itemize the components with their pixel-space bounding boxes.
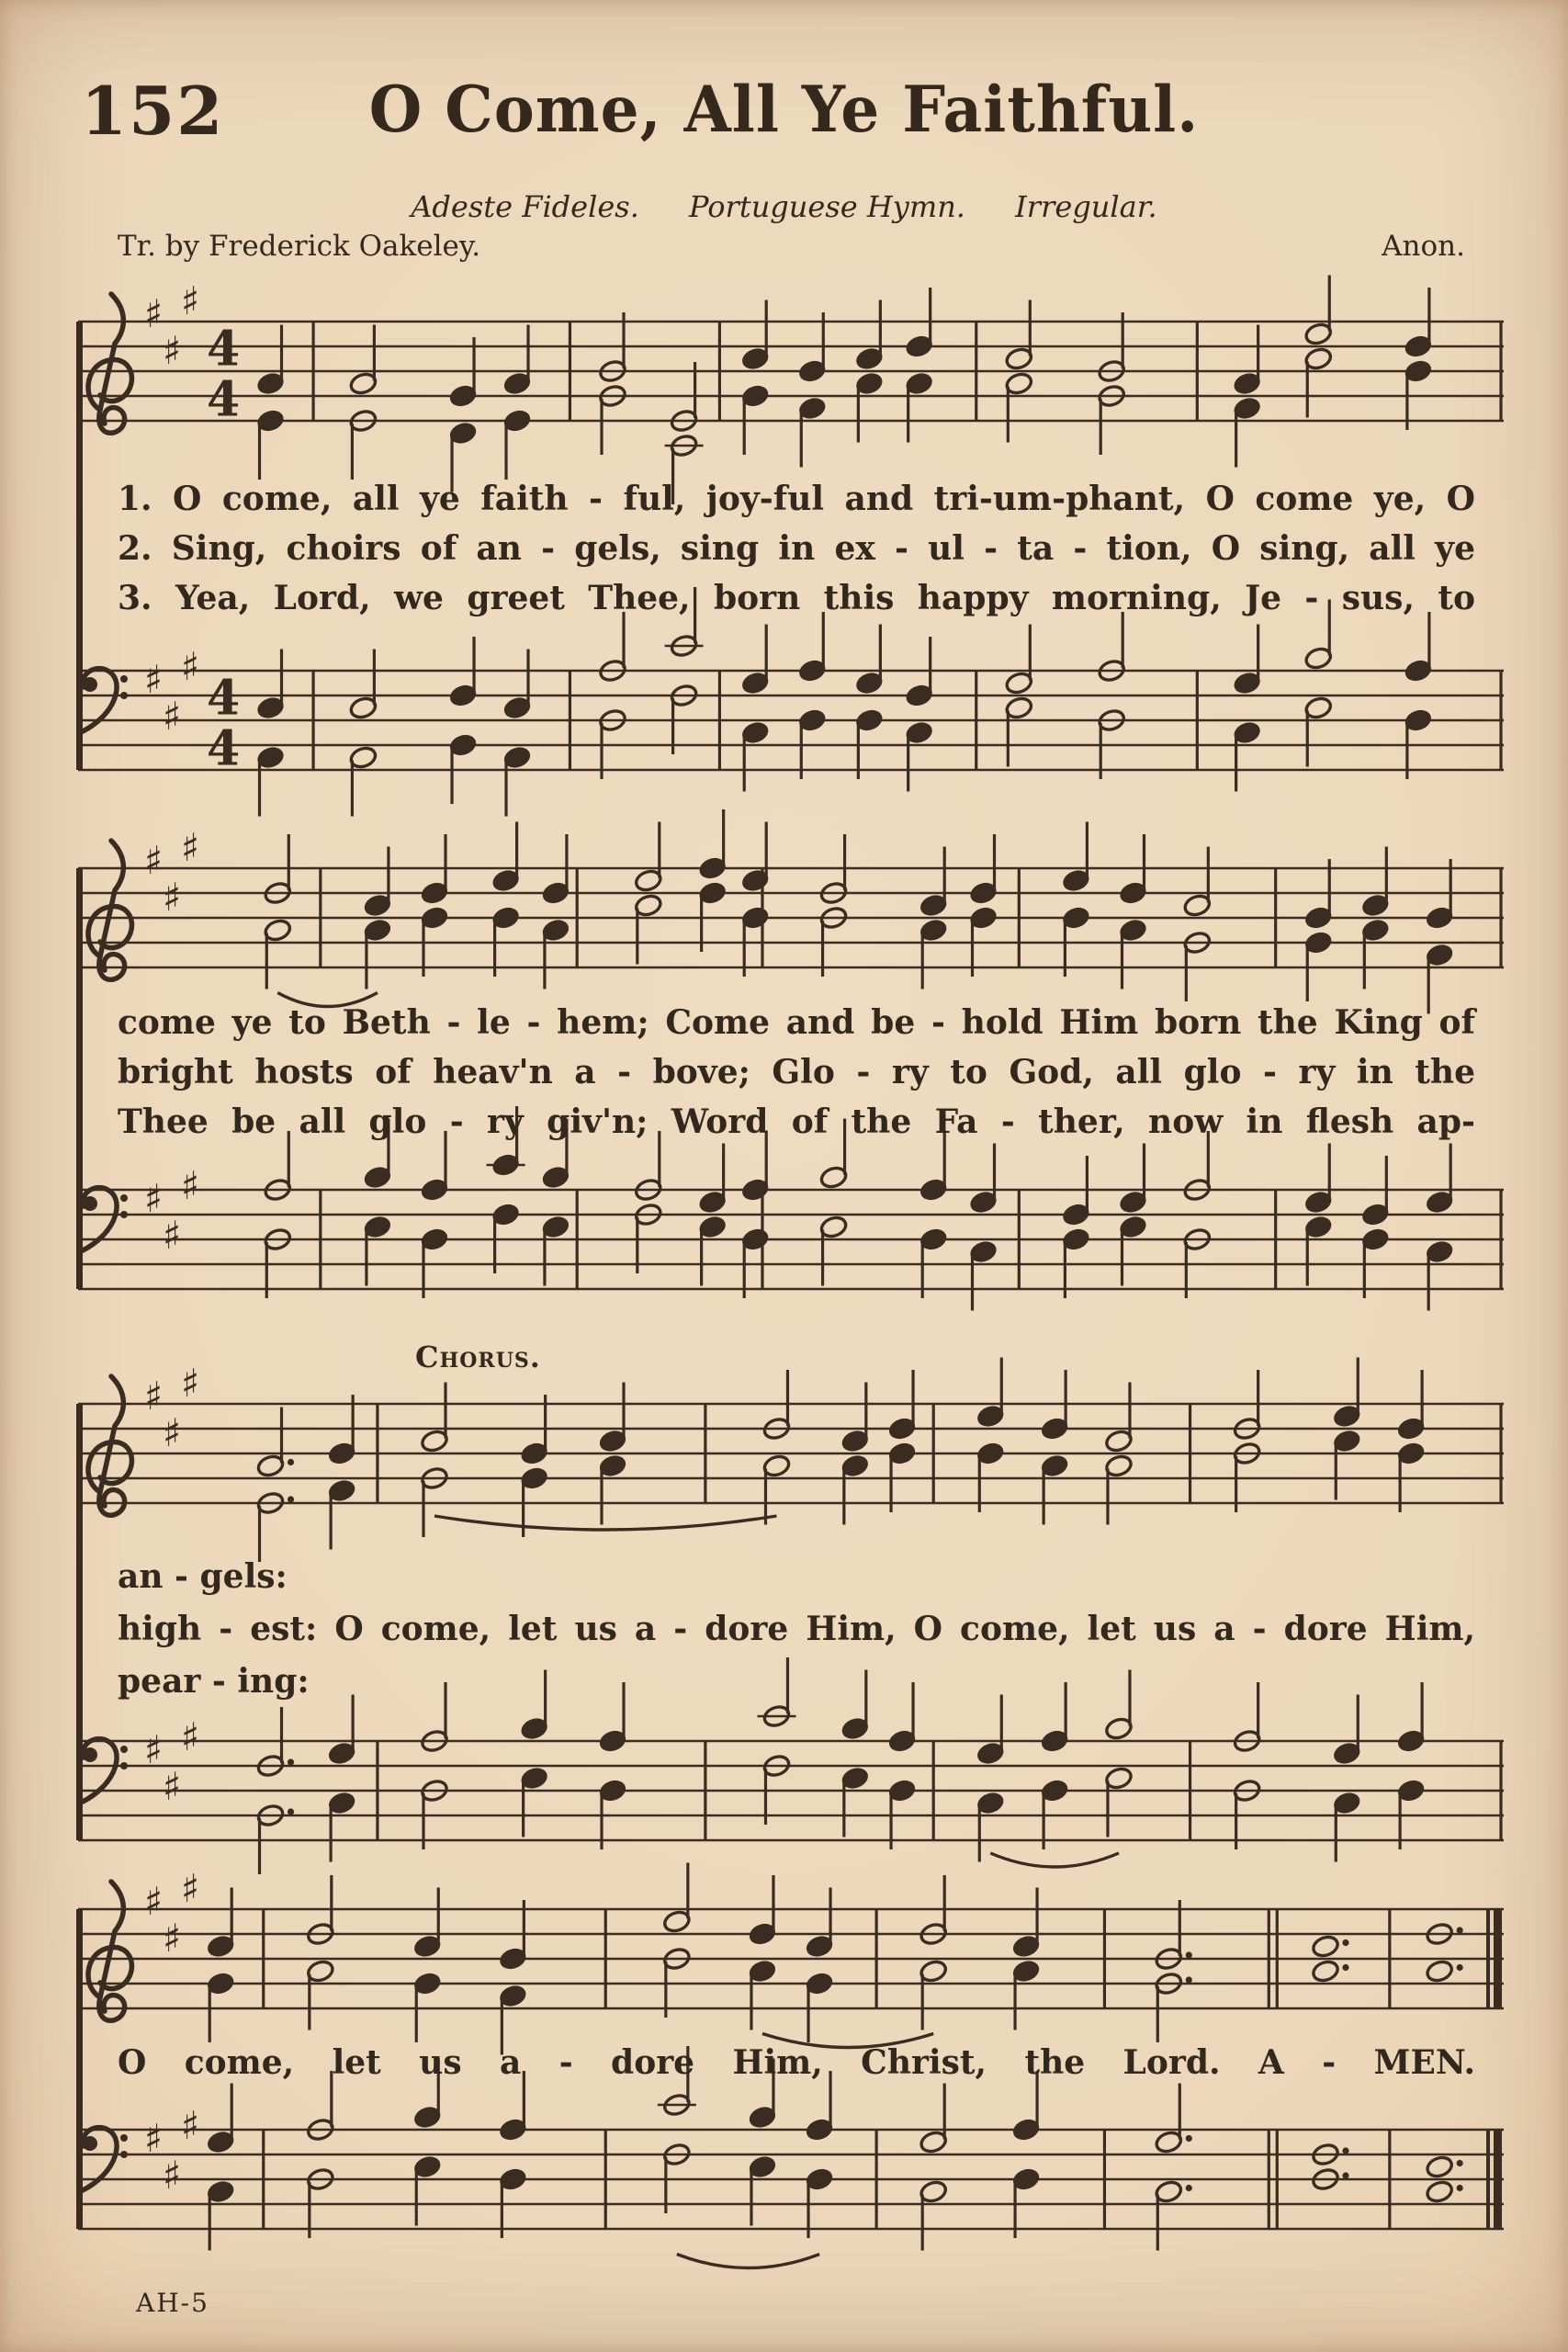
quarter-note [1233, 396, 1262, 468]
quarter-note [969, 834, 998, 906]
quarter-note [1404, 358, 1433, 430]
quarter-note [420, 834, 449, 906]
half-note [1097, 707, 1126, 779]
footer-mark: AH-5 [136, 2288, 209, 2318]
half-note [762, 1370, 792, 1442]
quarter-note [206, 2179, 235, 2251]
sharp-sign: ♯ [144, 1176, 164, 1221]
treble-staff-svg [78, 1349, 1504, 1560]
half-note [819, 1215, 849, 1286]
quarter-note [1303, 859, 1333, 931]
quarter-note [740, 625, 770, 696]
half-note [670, 683, 699, 754]
quarter-note [1425, 1239, 1454, 1311]
quarter-note [598, 1778, 627, 1849]
quarter-note [698, 1144, 728, 1216]
half-note [1097, 312, 1126, 384]
quarter-note [740, 300, 770, 372]
quarter-note [1233, 325, 1262, 397]
quarter-note [256, 325, 286, 397]
quarter-note [919, 1227, 948, 1298]
quarter-note [498, 1900, 527, 1972]
half-note [662, 1946, 692, 2018]
sharp-sign: ♯ [163, 328, 182, 373]
chorus-lyrics [118, 1551, 1475, 1708]
quarter-note [797, 396, 827, 468]
quarter-note [1233, 720, 1262, 792]
quarter-note [740, 720, 770, 792]
quarter-note [805, 1888, 834, 1960]
quarter-note [1303, 930, 1333, 1001]
sharp-sign: ♯ [181, 825, 200, 870]
quarter-note [887, 1778, 917, 1849]
half-note [1097, 383, 1126, 455]
quarter-note [854, 300, 884, 372]
chorus-line-2: high - est: O come, let us a - dore Him, O come, let us a - dore Him, [118, 1610, 1475, 1648]
quarter-note [797, 707, 827, 779]
quarter-note [976, 1791, 1005, 1862]
quarter-note [740, 905, 770, 977]
quarter-note [502, 408, 532, 480]
quarter-note [1061, 905, 1090, 977]
translator-credit: Tr. by Frederick Oakeley. [118, 230, 481, 263]
quarter-note [491, 822, 521, 894]
quarter-note [541, 834, 570, 906]
whole-note [1311, 1934, 1349, 1959]
quarter-note [969, 1239, 998, 1311]
quarter-note [1360, 1227, 1390, 1298]
treble-clef-glyph [88, 294, 131, 433]
half-note [420, 1465, 449, 1537]
half-note [306, 2166, 335, 2238]
hymn-number: 152 [81, 72, 225, 150]
treble-clef-glyph [88, 841, 131, 979]
quarter-note [206, 2084, 235, 2155]
half-note [348, 745, 378, 817]
half-note [1233, 1441, 1262, 1512]
bass-staff [78, 2075, 1504, 2286]
chorus-line-1: an - gels: [118, 1557, 288, 1596]
quarter-note [1303, 1144, 1333, 1216]
quarter-note [1040, 1778, 1069, 1849]
quarter-note [206, 1888, 235, 1960]
half-note [919, 2179, 948, 2251]
quarter-note [740, 383, 770, 455]
quarter-note [1396, 1370, 1426, 1442]
half-note [1182, 930, 1212, 1001]
dotted-half-note [256, 1707, 295, 1779]
quarter-note [1360, 847, 1390, 919]
treble-clef-glyph [88, 1882, 131, 2020]
quarter-note [1061, 1156, 1090, 1227]
half-note [348, 325, 378, 397]
quarter-note [969, 905, 998, 977]
bass-clef-glyph [83, 2128, 128, 2190]
quarter-note [502, 745, 532, 817]
half-note [263, 918, 292, 989]
quarter-note [541, 1215, 570, 1286]
half-note [662, 1863, 692, 1935]
bass-clef-glyph [83, 1739, 128, 1802]
quarter-note [1233, 625, 1262, 696]
half-note [670, 362, 699, 434]
middle-line-2: bright hosts of heav'n a - bove; Glo - ry to God, all glo - ry in the [118, 1053, 1475, 1091]
quarter-note [969, 1144, 998, 1216]
half-note [263, 1227, 292, 1298]
quarter-note [1404, 707, 1433, 779]
quarter-note [748, 1959, 777, 2030]
sharp-sign: ♯ [181, 2103, 200, 2148]
quarter-note [854, 625, 884, 696]
treble-staff-svg [78, 1854, 1504, 2065]
middle-line-1: come ye to Beth - le - hem; Come and be - hold Him born the King of [118, 1003, 1475, 1042]
quarter-note [905, 371, 934, 443]
quarter-note [363, 918, 392, 989]
half-note [306, 1959, 335, 2030]
half-note [634, 822, 663, 894]
verse-lyrics [118, 474, 1475, 623]
page-title: O Come, All Ye Faithful. [368, 72, 1200, 147]
verse-line-2: 2. Sing, choirs of an - gels, sing in ex - ul - ta - tion, O sing, all ye [118, 529, 1475, 568]
treble-staff [78, 1349, 1504, 1560]
half-note [348, 408, 378, 480]
half-note [1004, 695, 1033, 767]
half-note [819, 834, 849, 906]
final-lyrics [118, 2038, 1475, 2087]
quarter-note [412, 1888, 442, 1960]
half-note [420, 1778, 449, 1849]
half-note [420, 1383, 449, 1454]
quarter-note [327, 1478, 356, 1550]
half-note [1233, 1778, 1262, 1849]
sharp-sign: ♯ [181, 644, 200, 689]
sharp-sign: ♯ [163, 1213, 182, 1258]
verse-line-1: 1. O come, all ye faith - ful, joy-ful and tri-um-phant, O come ye, O [118, 480, 1475, 518]
half-note [919, 2084, 948, 2155]
treble-staff [78, 1854, 1504, 2065]
dotted-half-note [256, 1408, 295, 1479]
quarter-note [840, 1766, 870, 1838]
quarter-note [1011, 2166, 1041, 2238]
sharp-sign: ♯ [144, 2116, 164, 2161]
sharp-sign: ♯ [144, 1374, 164, 1419]
quarter-note [412, 2154, 442, 2226]
quarter-note [905, 637, 934, 708]
quarter-note [1303, 1215, 1333, 1286]
treble-staff [78, 266, 1504, 478]
quarter-note [905, 720, 934, 792]
quarter-note [905, 288, 934, 359]
chorus-label: Chorus. [415, 1340, 541, 1374]
sharp-sign: ♯ [163, 1916, 182, 1961]
quarter-note [520, 1395, 549, 1466]
half-note [762, 1453, 792, 1525]
bass-staff [78, 1135, 1504, 1346]
half-note [263, 834, 292, 906]
sharp-sign: ♯ [144, 838, 164, 883]
quarter-note [976, 1441, 1005, 1512]
quarter-note [1425, 1144, 1454, 1216]
bass-staff-svg [78, 616, 1504, 827]
time-signature-digit: 4 [207, 670, 241, 727]
treble-staff-svg [78, 813, 1504, 1024]
half-note [1182, 847, 1212, 919]
quarter-note [1360, 1156, 1390, 1227]
quarter-note [598, 1383, 627, 1454]
half-note [919, 1959, 948, 2030]
treble-staff-svg [78, 266, 1504, 478]
quarter-note [740, 822, 770, 894]
composer-credit: Anon. [1382, 230, 1465, 263]
half-note [1004, 300, 1033, 372]
treble-clef-glyph [88, 1376, 131, 1515]
half-note [1104, 1453, 1134, 1525]
quarter-note [805, 1971, 834, 2042]
bass-staff-svg [78, 2075, 1504, 2286]
verse-line-3: 3. Yea, Lord, we greet Thee, born this happy morning, Je - sus, to [118, 579, 1475, 617]
quarter-note [256, 408, 286, 480]
quarter-note [840, 1453, 870, 1525]
bass-clef-glyph [83, 669, 128, 731]
sharp-sign: ♯ [181, 278, 200, 323]
subtitle-origin: Portuguese Hymn. [689, 189, 965, 224]
quarter-note [698, 1215, 728, 1286]
sharp-sign: ♯ [144, 1879, 164, 1924]
subtitle-tune: Adeste Fideles. [411, 189, 639, 224]
dotted-half-note [1154, 1900, 1192, 1972]
sharp-sign: ♯ [163, 1410, 182, 1455]
quarter-note [698, 880, 728, 952]
sharp-sign: ♯ [144, 291, 164, 336]
quarter-note [256, 745, 286, 817]
quarter-note [748, 1875, 777, 1947]
quarter-note [740, 1227, 770, 1298]
middle-line-3: Thee be all glo - ry giv'n; Word of the Fa - ther, now in flesh ap- [118, 1102, 1475, 1141]
quarter-note [498, 2166, 527, 2238]
sharp-sign: ♯ [181, 1163, 200, 1208]
quarter-note [1396, 1441, 1426, 1512]
final-line: O come, let us a - dore Him, Christ, the Lord. A - MEN. [118, 2043, 1475, 2082]
quarter-note [502, 325, 532, 397]
half-note [1004, 371, 1033, 443]
half-note [1233, 1370, 1262, 1442]
quarter-note [491, 905, 521, 977]
half-note [306, 1875, 335, 1947]
chorus-line-3: pear - ing: [118, 1662, 310, 1701]
sharp-sign: ♯ [144, 657, 164, 702]
half-note [1303, 695, 1333, 767]
quarter-note [327, 1395, 356, 1466]
sharp-sign: ♯ [181, 1361, 200, 1406]
treble-staff [78, 813, 1504, 1024]
half-note [1104, 1383, 1134, 1454]
quarter-note [1061, 822, 1090, 894]
quarter-note [541, 918, 570, 989]
quarter-note [1119, 1144, 1148, 1216]
quarter-note [491, 1202, 521, 1273]
quarter-note [919, 918, 948, 989]
half-note [819, 905, 849, 977]
time-signature-digit: 4 [207, 371, 241, 428]
half-note [348, 650, 378, 721]
quarter-note [1061, 1227, 1090, 1298]
quarter-note [1011, 1959, 1041, 2030]
half-note [1104, 1766, 1134, 1838]
quarter-note [448, 732, 478, 804]
quarter-note [520, 1766, 549, 1838]
quarter-note [598, 1453, 627, 1525]
time-signature-digit: 4 [207, 720, 241, 777]
sharp-sign: ♯ [163, 1764, 182, 1809]
dotted-half-note [1154, 2179, 1192, 2251]
sharp-sign: ♯ [181, 1714, 200, 1759]
quarter-note [1119, 834, 1148, 906]
quarter-note [748, 2154, 777, 2226]
quarter-note [1040, 1370, 1069, 1442]
quarter-note [363, 847, 392, 919]
quarter-note [412, 1971, 442, 2042]
quarter-note [805, 2166, 834, 2238]
quarter-note [1396, 1778, 1426, 1849]
bass-staff-svg [78, 1135, 1504, 1346]
sharp-sign: ♯ [181, 1866, 200, 1911]
quarter-note [1360, 918, 1390, 989]
quarter-note [256, 650, 286, 721]
half-note [634, 1202, 663, 1273]
half-note [598, 312, 627, 384]
quarter-note [448, 637, 478, 708]
quarter-note [502, 650, 532, 721]
half-note [1303, 276, 1333, 347]
quarter-note [420, 1227, 449, 1298]
subtitle [0, 189, 1568, 224]
quarter-note [840, 1383, 870, 1454]
half-note [598, 383, 627, 455]
quarter-note [1119, 918, 1148, 989]
sharp-sign: ♯ [163, 875, 182, 920]
quarter-note [363, 1215, 392, 1286]
quarter-note [854, 707, 884, 779]
quarter-note [1332, 1429, 1361, 1500]
subtitle-meter: Irregular. [1015, 189, 1157, 224]
sharp-sign: ♯ [163, 2153, 182, 2198]
half-note [634, 893, 663, 965]
quarter-note [420, 905, 449, 977]
whole-note [1311, 1959, 1349, 1984]
whole-note [1425, 1959, 1463, 1984]
quarter-note [854, 371, 884, 443]
sharp-sign: ♯ [144, 1727, 164, 1772]
half-note [762, 1753, 792, 1825]
half-note [598, 707, 627, 779]
quarter-note [206, 1971, 235, 2042]
time-signature-digit: 4 [207, 321, 241, 378]
quarter-note [887, 1441, 917, 1512]
half-note [919, 1875, 948, 1947]
bass-staff [78, 616, 1504, 827]
quarter-note [797, 312, 827, 384]
whole-note [1425, 2154, 1463, 2179]
dotted-half-note [1154, 1971, 1192, 2042]
quarter-note [976, 1358, 1005, 1430]
quarter-note [1119, 1215, 1148, 1286]
quarter-note [698, 809, 728, 881]
whole-note [1425, 2179, 1463, 2204]
half-note [1182, 1227, 1212, 1298]
quarter-note [1011, 1888, 1041, 1960]
half-note [662, 2142, 692, 2213]
quarter-note [1404, 288, 1433, 359]
half-note [1004, 625, 1033, 696]
quarter-note [327, 1791, 356, 1862]
half-note [1303, 346, 1333, 418]
bass-clef-glyph [83, 1188, 128, 1250]
quarter-note [1425, 859, 1454, 931]
sharp-sign: ♯ [163, 694, 182, 739]
middle-lyrics [118, 998, 1475, 1147]
quarter-note [1332, 1358, 1361, 1430]
dotted-half-note [1154, 2084, 1192, 2155]
quarter-note [887, 1370, 917, 1442]
quarter-note [1332, 1791, 1361, 1862]
quarter-note [1040, 1453, 1069, 1525]
quarter-note [919, 847, 948, 919]
quarter-note [448, 337, 478, 409]
